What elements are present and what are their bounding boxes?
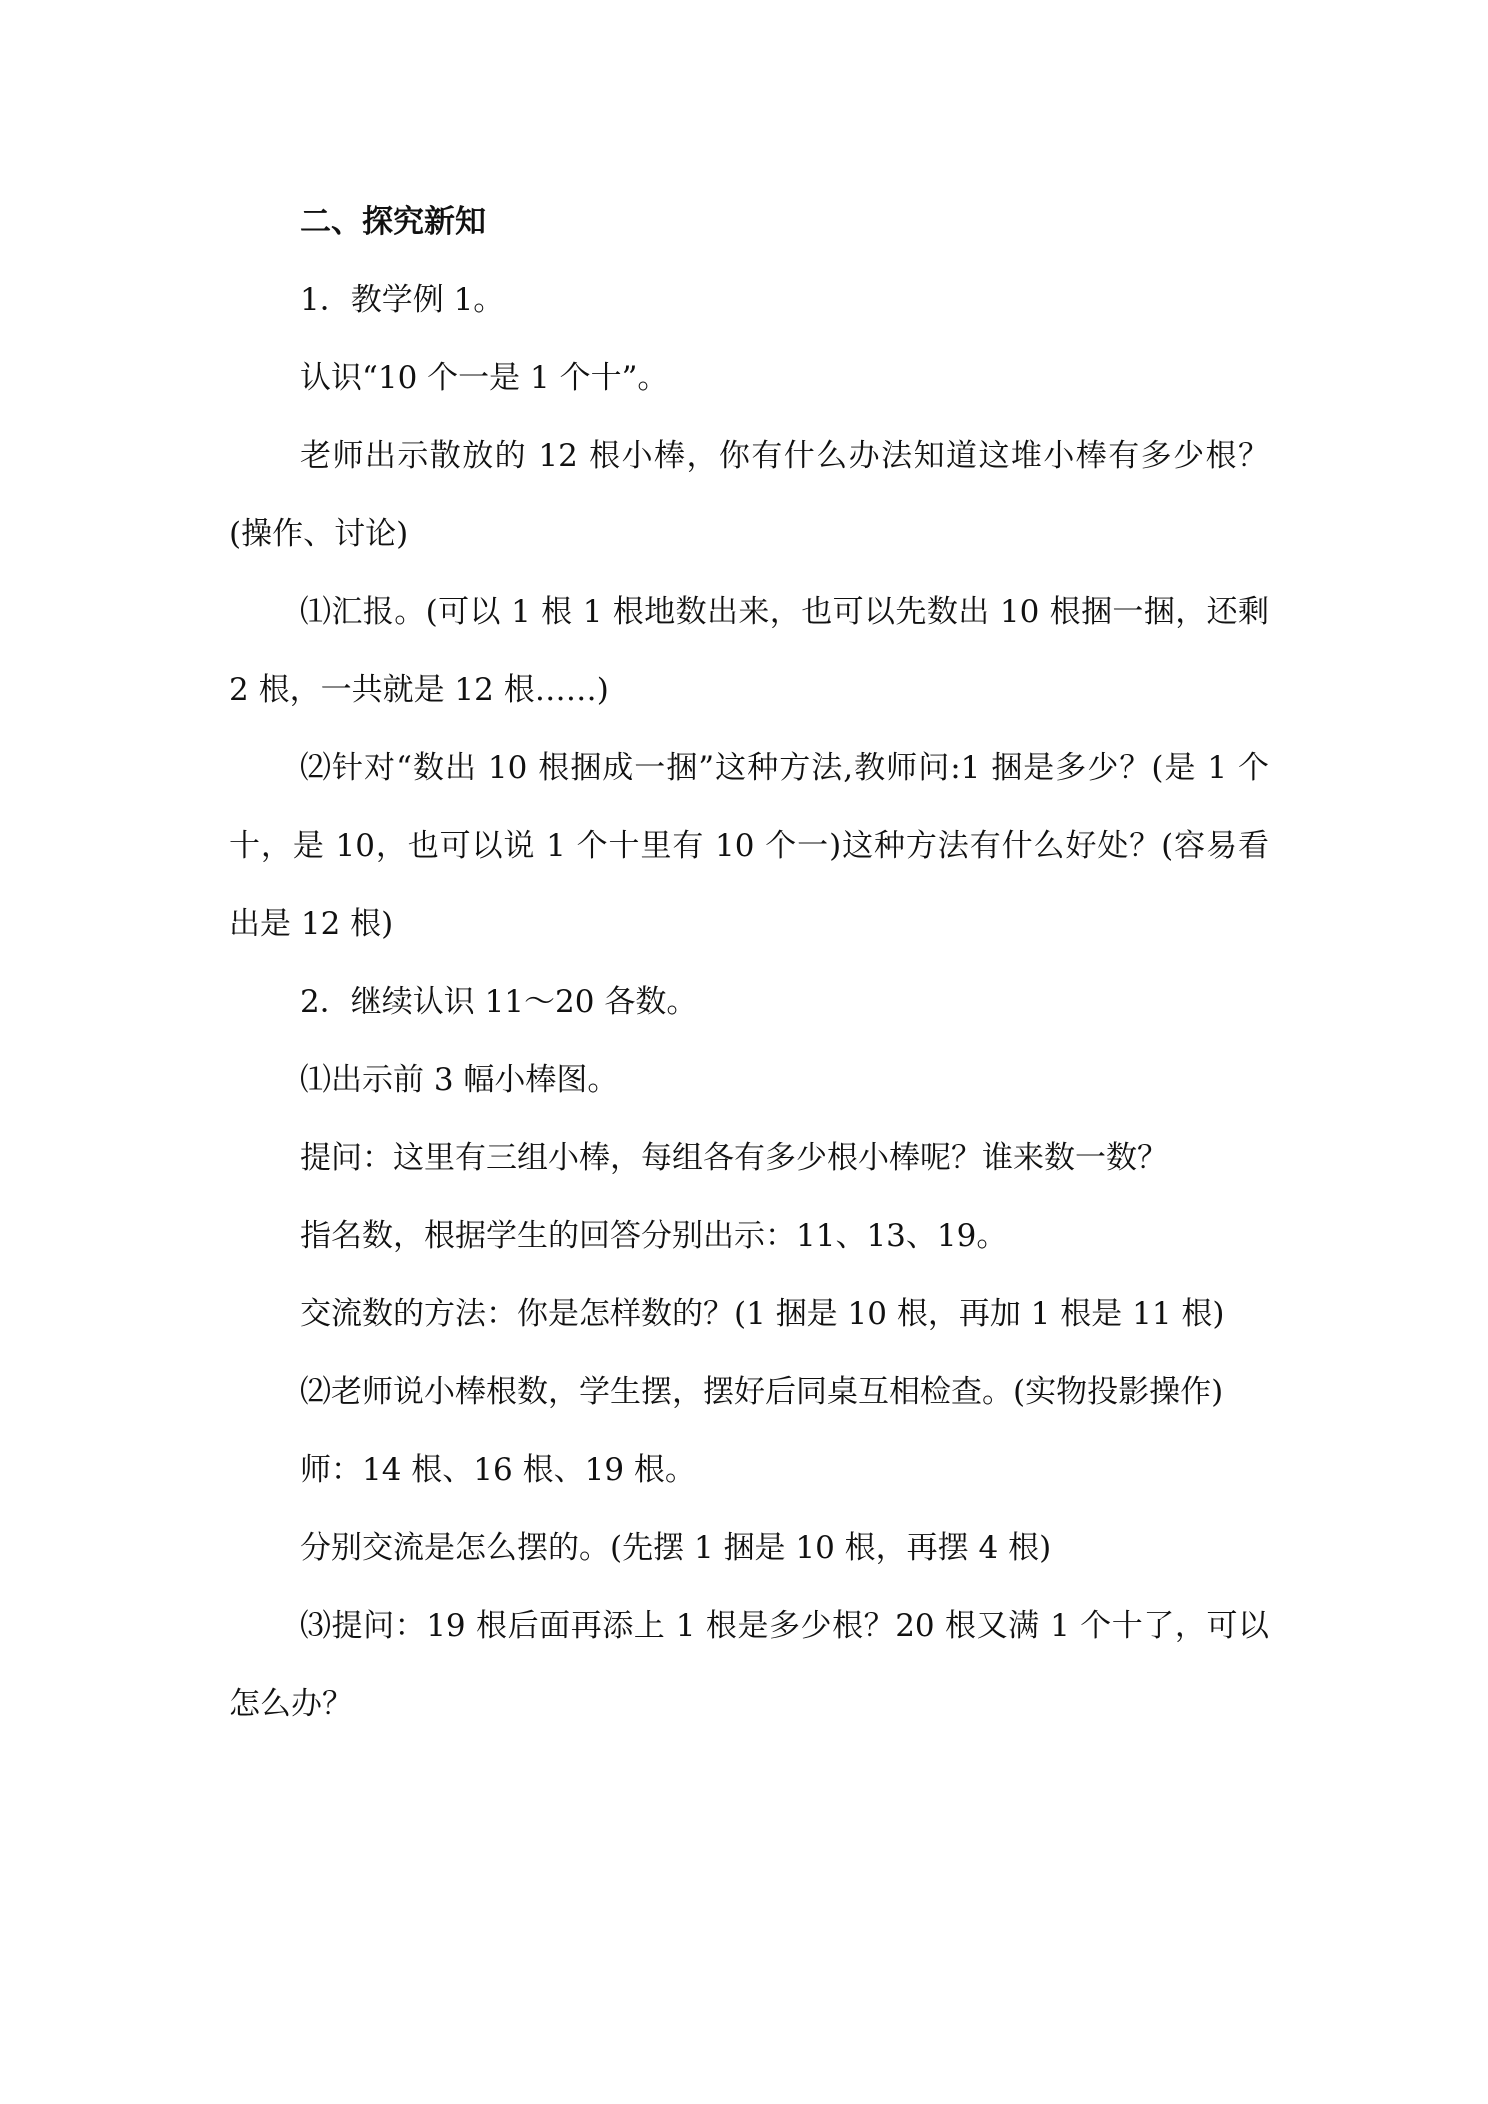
paragraph-concept: 认识“10 个一是 1 个十”。 xyxy=(300,360,669,396)
paragraph-counting-method: 交流数的方法：你是怎样数的？(1 捆是 10 根，再加 1 根是 11 根) xyxy=(300,1296,1225,1332)
paragraph-example-title: 1．教学例 1。 xyxy=(300,282,505,318)
paragraph-continue-title: 2．继续认识 11～20 各数。 xyxy=(300,984,698,1020)
paragraph-teacher-numbers: 师：14 根、16 根、19 根。 xyxy=(300,1452,696,1488)
paragraph-question-groups: 提问：这里有三组小棒，每组各有多少根小棒呢？谁来数一数？ xyxy=(300,1140,1168,1176)
paragraph-share-method: 分别交流是怎么摆的。(先摆 1 捆是 10 根，再摆 4 根) xyxy=(300,1530,1052,1566)
paragraph-student-practice: ⑵老师说小棒根数，学生摆，摆好后同桌互相检查。(实物投影操作) xyxy=(300,1374,1224,1410)
paragraph-show-pictures: ⑴出示前 3 幅小棒图。 xyxy=(300,1062,619,1098)
document-body xyxy=(229,183,1269,1743)
section-heading: 二、探究新知 xyxy=(300,204,486,240)
paragraph-teacher-question: 老师出示散放的 12 根小棒，你有什么办法知道这堆小棒有多少根？(操作、讨论) xyxy=(229,438,1269,552)
paragraph-count-answers: 指名数，根据学生的回答分别出示：11、13、19。 xyxy=(300,1218,1008,1254)
paragraph-bundle-method: ⑵针对“数出 10 根捆成一捆”这种方法,教师问:1 捆是多少？(是 1 个十，是 10，也可以说 1 个十里有 10 个一)这种方法有什么好处？(容易看出是 12 根) xyxy=(229,750,1269,942)
paragraph-final-question: ⑶提问：19 根后面再添上 1 根是多少根？20 根又满 1 个十了，可以怎么办？ xyxy=(229,1608,1269,1722)
paragraph-report: ⑴汇报。(可以 1 根 1 根地数出来，也可以先数出 10 根捆一捆，还剩 2 根，一共就是 12 根……) xyxy=(229,594,1269,708)
